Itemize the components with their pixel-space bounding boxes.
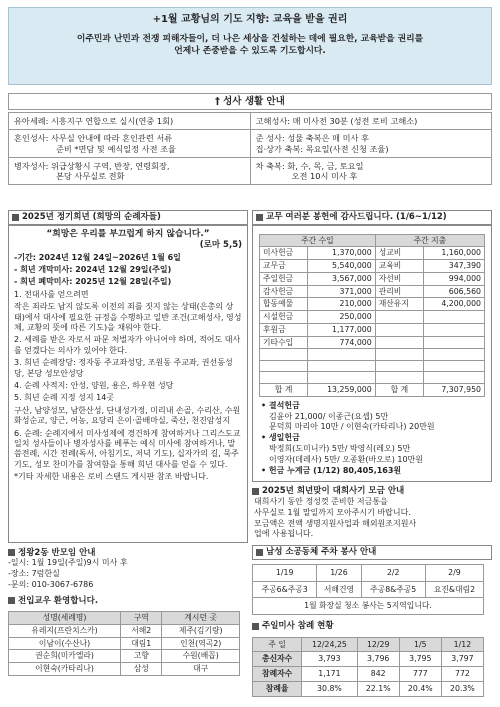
sacrament-info-table	[8, 112, 492, 185]
cell: 772	[441, 667, 483, 682]
cell: 250,000	[308, 311, 375, 324]
square-bullet-icon	[256, 214, 263, 221]
parking-date: 2/2	[361, 564, 425, 581]
cell	[375, 349, 423, 361]
marriage-value-1: 사무실 안내에 따라 혼인관련 서류	[51, 133, 173, 144]
cell: 성교비	[375, 247, 423, 260]
special-group-1-line-2: 문덕희 마리아 10만 / 이현숙(카타리나) 20만원	[269, 422, 435, 432]
cell: 20.4%	[399, 681, 441, 696]
fundraiser-lines	[252, 497, 492, 540]
cell: 1,177,000	[308, 323, 375, 336]
table-row	[260, 247, 485, 260]
cell: 합동예물	[260, 298, 308, 311]
cell: 고향	[121, 650, 162, 663]
cell: 606,560	[424, 285, 485, 298]
table-row	[260, 285, 485, 298]
jubilee-verse-ref: (로마 5,5)	[199, 240, 242, 251]
cell: 3,796	[357, 652, 399, 667]
parking-date: 1/26	[317, 564, 361, 581]
attendance-col-header: 1/5	[399, 637, 441, 652]
square-bullet-icon	[8, 549, 15, 556]
offering-ledger-table	[259, 234, 485, 397]
cell: 3,797	[441, 652, 483, 667]
cell	[375, 360, 423, 372]
ledger-total-row	[260, 384, 485, 397]
parking-team: 주공6&주공3	[253, 581, 317, 598]
vehicle-label: 차 축복:	[255, 160, 285, 171]
parking-date: 1/19	[253, 564, 317, 581]
parking-table	[252, 564, 484, 615]
ledger-total-out: 7,307,950	[424, 384, 485, 397]
attendance-table	[252, 637, 484, 697]
square-bullet-icon	[252, 488, 259, 495]
special-group-2-head: • 생일헌금	[261, 433, 300, 443]
jubilee-close: - 희년 폐막미사: 2025년 12월 28일(주일)	[14, 277, 172, 287]
cell: 3,795	[399, 652, 441, 667]
sacrament-section-title: † 성사 생활 안내	[8, 93, 492, 110]
banner-line-2: 언제나 존중받을 수 있도록 기도합시다.	[174, 46, 326, 57]
cell	[375, 372, 423, 384]
jubilee-verse: “희망은 우리를 부끄럽게 하지 않습니다.”	[46, 228, 210, 239]
cell: 대구	[162, 663, 240, 676]
cell: 22.1%	[357, 681, 399, 696]
jubilee-item-7: *기타 자세한 내용은 로비 스탠드 게시판 참조 바랍니다.	[14, 472, 209, 482]
cell	[424, 349, 485, 361]
adoration-label: 준 성사:	[255, 133, 285, 144]
table-row	[260, 272, 485, 285]
gathering-header	[8, 548, 248, 559]
parking-teams-row	[253, 581, 484, 598]
cell: 20.3%	[441, 681, 483, 696]
cell: 서해2	[121, 625, 162, 638]
cell	[375, 323, 423, 336]
newcomers-col-district: 구역	[121, 612, 162, 625]
parking-team: 서해건영	[317, 581, 361, 598]
table-row	[253, 652, 484, 667]
offering-box	[252, 225, 492, 483]
cell: 삼성	[121, 663, 162, 676]
vehicle-value-2: 오전 10시 미사 후	[291, 171, 358, 181]
jubilee-title: 2025년 정기희년 (희망의 순례자들)	[22, 212, 161, 222]
vehicle-cell	[250, 157, 491, 185]
cell: 1,171	[302, 667, 357, 682]
jubilee-item-4: 4. 순례 사적지: 안성, 양원, 용은, 하우현 성당	[14, 380, 174, 390]
cell: 대림1	[121, 637, 162, 650]
blessing-cell	[250, 130, 491, 158]
cell: 347,390	[424, 260, 485, 273]
parking-team: 주공8&주공5	[361, 581, 425, 598]
infant-baptism-cell	[9, 113, 251, 130]
table-row	[9, 663, 240, 676]
parking-title: 남성 소공동체 주차 봉사 안내	[266, 547, 377, 558]
jubilee-box	[8, 225, 248, 543]
special-group-1-head: • 결석헌금	[261, 400, 300, 410]
jubilee-period: -기간: 2024년 12월 24일~2026년 1월 6일	[14, 252, 181, 262]
cell: 기타수입	[260, 336, 308, 349]
cell: 인천(역곡2)	[162, 637, 240, 650]
cell: 주일헌금	[260, 272, 308, 285]
cell: 유레지(프란치스카)	[9, 625, 121, 638]
attendance-header	[252, 621, 492, 632]
cell	[308, 360, 375, 372]
cell: 미사헌금	[260, 247, 308, 260]
ledger-body	[260, 247, 485, 384]
newcomers-col-name: 성명(세례명)	[9, 612, 121, 625]
cell: 이현숙(카타리나)	[9, 663, 121, 676]
jubilee-item-6: 6. 순례: 순례지에서 미사성제에 경건하게 참여하거나 그리스도교 일치 성사들이나 병자성사를 베푸는 예식 미사에 참여하거나, 말씀전례, 시간 전례(독서, 아침기도, 저녁 기도), 십자가의 길, 묵주기도, 성모 찬미가를 참여함을 통해 희년 대사를 얻을 수 있다.	[14, 428, 241, 469]
ledger-expense-header: 주간 지출	[375, 234, 484, 247]
marriage-value-2: 준비 *면담 및 예식일정 사전 조율	[56, 143, 176, 154]
fundraiser-title: 2025년 희년맞이 대희사기 모금 안내	[262, 486, 405, 497]
ledger-total-out-label: 합 계	[375, 384, 423, 397]
cell: 5,540,000	[308, 260, 375, 273]
fundraiser-header	[252, 486, 492, 497]
attendance-row-label: 참례율	[253, 681, 302, 696]
right-column	[252, 210, 492, 697]
table-row	[260, 360, 485, 372]
square-bullet-icon	[252, 623, 259, 630]
table-row	[253, 681, 484, 696]
offering-title: 교무 여러분 봉헌에 감사드립니다. (1/6~1/12)	[266, 212, 447, 222]
cell: 후원금	[260, 323, 308, 336]
table-row	[9, 637, 240, 650]
newcomers-table	[8, 611, 240, 676]
cell	[424, 372, 485, 384]
banner-title: +1월 교황님의 기도 지향: 교육을 받을 권리	[152, 14, 348, 25]
cell	[260, 372, 308, 384]
jubilee-item-1: 1. 전대사를 얻으려면	[14, 289, 89, 299]
cell: 시설헌금	[260, 311, 308, 324]
prayer-intention-banner	[8, 7, 492, 85]
cell: 777	[399, 667, 441, 682]
cell: 3,793	[302, 652, 357, 667]
cell: 4,200,000	[424, 298, 485, 311]
sick-value-1: 위급상황시 구역, 반장, 연령회장,	[51, 160, 170, 171]
cell: 842	[357, 667, 399, 682]
table-row	[260, 336, 485, 349]
gathering-line-3: -문의: 010-3067-6786	[8, 579, 94, 589]
attendance-col-header: 1/12	[441, 637, 483, 652]
cell: 권순희(미카엘라)	[9, 650, 121, 663]
table-row	[260, 372, 485, 384]
ledger-total-in: 13,259,000	[308, 384, 375, 397]
vehicle-value-1: 화, 수, 목, 금, 토요일	[287, 160, 364, 171]
cell: 교무금	[260, 260, 308, 273]
cell: 제주(김기량)	[162, 625, 240, 638]
special-group-2-line-1: 박정희(도미니카) 5만/ 박영식(레오) 5만	[269, 443, 411, 453]
jubilee-item-5: 5. 희년 순례 지정 성지 14곳	[14, 393, 115, 403]
cell: 371,000	[308, 285, 375, 298]
infant-baptism-label: 유아세례:	[14, 116, 49, 126]
cell: 이남이(수산나)	[9, 637, 121, 650]
table-row	[9, 650, 240, 663]
attendance-row-label: 참례자수	[253, 667, 302, 682]
special-group-1-line-1: 김윤아 21,000/ 이종근(요셉) 5만	[269, 411, 389, 421]
newcomers-header	[8, 596, 248, 607]
attendance-col-header: 12/24,25	[302, 637, 357, 652]
table-row	[260, 323, 485, 336]
jubilee-open: - 희년 개막미사: 2024년 12월 29일(주일)	[14, 265, 172, 275]
cell: 1,370,000	[308, 247, 375, 260]
cell	[424, 336, 485, 349]
parking-note-row	[253, 598, 484, 615]
cell: 감사헌금	[260, 285, 308, 298]
gathering-line-2: -장소: 7럼한실	[8, 569, 60, 579]
gathering-line-1: -일시: 1월 19일(주일)9시 미사 후	[8, 558, 128, 568]
cell: 210,000	[308, 298, 375, 311]
jubilee-item-5-body: 구산, 남양성모, 남한산성, 단내성가정, 미리내 손골, 수리산, 수원화성순교, 양근, 어농, 요당리 은이·골배마실, 죽산, 천진암성지	[14, 405, 241, 426]
confession-label: 고해성사:	[255, 116, 291, 126]
table-row	[260, 260, 485, 273]
square-bullet-icon	[8, 597, 15, 604]
gathering-lines	[8, 558, 248, 590]
infant-baptism-value: 시흥지구 연합으로 실시(연중 1회)	[51, 116, 174, 126]
attendance-col-header: 주 일	[253, 637, 302, 652]
cell: 30.8%	[302, 681, 357, 696]
parking-date: 2/9	[425, 564, 483, 581]
offering-header	[252, 210, 492, 225]
table-row	[260, 311, 485, 324]
cell	[260, 360, 308, 372]
fundraiser-line-2: 사무실로 1월 말일까지 모아주시기 바랍니다.	[254, 507, 411, 517]
parking-note: 1월 화장실 청소 봉사는 5지역입니다.	[253, 598, 484, 615]
parking-header	[252, 545, 492, 560]
cell: 재산유지	[375, 298, 423, 311]
home-blessing-label: 집·상가 축복:	[255, 143, 304, 154]
banner-line-1: 이주민과 난민과 전쟁 피해자들이, 더 나은 세상을 건설하는 데에 필요한, 교육받을 권리를	[76, 33, 424, 44]
gathering-title: 정왕2동 반모임 안내	[18, 547, 96, 558]
table-row	[260, 298, 485, 311]
attendance-row-label: 총신자수	[253, 652, 302, 667]
ledger-income-header: 주간 수입	[260, 234, 376, 247]
cell	[375, 336, 423, 349]
marriage-label: 혼인성사:	[14, 133, 49, 144]
adoration-value: 성물 축복은 매 미사 후	[287, 133, 369, 144]
ledger-total-in-label: 합 계	[260, 384, 308, 397]
fundraiser-line-3: 모금액은 전액 생명지원사업과 해외원조지원사	[254, 518, 417, 528]
newcomers-col-origin: 계시던 곳	[162, 612, 240, 625]
confession-cell	[250, 113, 491, 130]
jubilee-item-2: 2. 세례를 받은 자로서 파문 처벌자가 아니어야 하며, 적어도 대사를 얻겠다는 의사가 있어야 한다.	[14, 335, 241, 355]
cell	[308, 349, 375, 361]
cell: 관리비	[375, 285, 423, 298]
table-row	[253, 667, 484, 682]
square-bullet-icon	[256, 549, 263, 556]
cell: 994,000	[424, 272, 485, 285]
cell: 3,567,000	[308, 272, 375, 285]
jubilee-item-3: 3. 희년 순례장당: 정자동 주교좌성당, 조원동 주교좌, 권선동성당, 본당 성모안성당	[14, 358, 233, 378]
cell: 774,000	[308, 336, 375, 349]
cell	[260, 349, 308, 361]
cell	[424, 360, 485, 372]
marriage-cell	[9, 130, 251, 158]
parking-team: 요진&대림2	[425, 581, 483, 598]
cell	[308, 372, 375, 384]
cell	[424, 311, 485, 324]
banner-body	[17, 33, 483, 59]
jubilee-header	[8, 210, 248, 225]
cell: 자선비	[375, 272, 423, 285]
special-offerings	[257, 397, 487, 479]
attendance-col-header: 12/29	[357, 637, 399, 652]
cell	[424, 323, 485, 336]
cell: 1,160,000	[424, 247, 485, 260]
special-total: • 헌금 누계금 (1/12) 80,405,163원	[261, 465, 402, 475]
home-blessing-value: 목요일(사전 신청 조율)	[305, 143, 389, 154]
fundraiser-line-1: 대희사기 동안 정성껏 준비한 저금통을	[254, 496, 388, 506]
square-bullet-icon	[12, 214, 19, 221]
sick-cell	[9, 157, 251, 185]
confession-value: 매 미사전 30분 (성전 로비 고해소)	[292, 116, 418, 126]
cell: 교육비	[375, 260, 423, 273]
cell	[375, 311, 423, 324]
left-column	[8, 210, 248, 676]
sick-value-2: 본당 사무실로 전화	[56, 171, 125, 181]
fundraiser-line-4: 업에 사용됩니다.	[254, 529, 314, 539]
table-row	[260, 349, 485, 361]
sick-label: 병자성사:	[14, 160, 49, 171]
cell: 수원(배꼽)	[162, 650, 240, 663]
newcomers-title: 전입교우 환영합니다.	[18, 595, 99, 606]
jubilee-item-1-body: 작은 죄라도 남지 않도록 이전의 죄를 짓지 않는 상태(은총의 상태)에서 대사에 필요한 규정을 수행하고 일반 조건(고해성사, 영성체, 교황의 뜻에 따른 기도)을 채워야 한다.	[14, 302, 242, 333]
special-group-2-line-2: 이영자(데레사) 5만/ 오종환(바오로) 10만원	[269, 454, 423, 464]
table-row	[9, 625, 240, 638]
attendance-title: 주일미사 참례 현황	[262, 620, 334, 631]
parking-dates-row	[253, 564, 484, 581]
